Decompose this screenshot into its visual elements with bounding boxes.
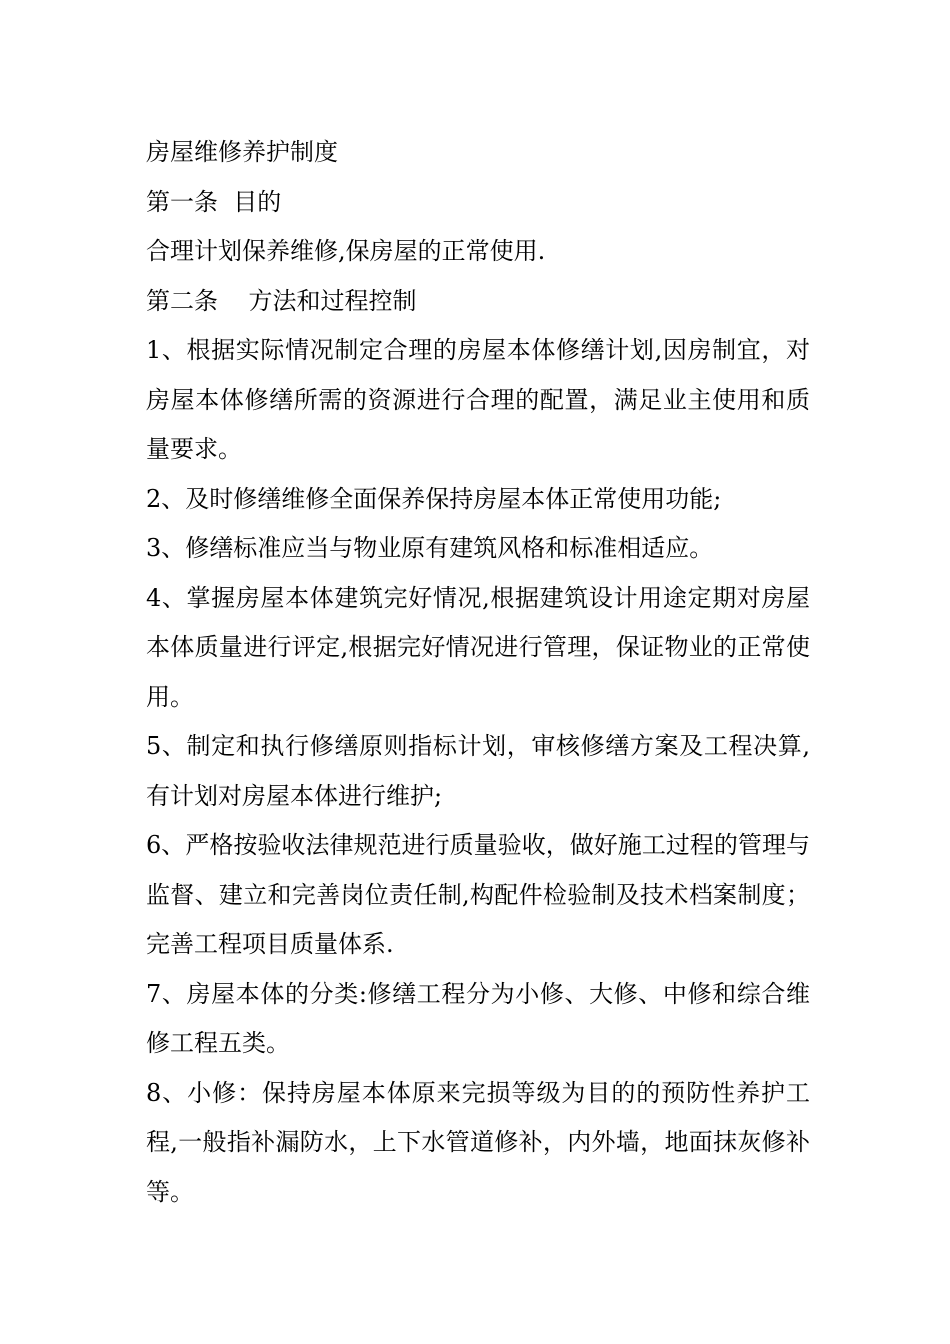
list-item-1: 1、根据实际情况制定合理的房屋本体修缮计划,因房制宜，对房屋本体修缮所需的资源进行合理的配置，满足业主使用和质量要求。: [146, 336, 810, 463]
list-item-5: 5、制定和执行修缮原则指标计划，审核修缮方案及工程决算,有计划对房屋本体进行维护;: [146, 732, 810, 810]
list-item-7: 7、房屋本体的分类:修缮工程分为小修、大修、中修和综合维修工程五类。: [146, 979, 810, 1057]
list-item-4: 4、掌握房屋本体建筑完好情况,根据建筑设计用途定期对房屋本体质量进行评定,根据完好情况进行管理，保证物业的正常使用。: [146, 583, 810, 711]
list-item-3: 3、修缮标准应当与物业原有建筑风格和标准相适应。: [146, 534, 714, 562]
paragraph: 合理计划保养维修,保房屋的正常使用.: [146, 237, 546, 265]
section-heading-2: 第二条 方法和过程控制: [146, 286, 417, 315]
list-item-8: 8、小修：保持房屋本体原来完损等级为目的的预防性养护工程,一般指补漏防水，上下水管道修补，内外墙，地面抹灰修补等。: [146, 1078, 810, 1206]
list-item-6: 6、严格按验收法律规范进行质量验收，做好施工过程的管理与监督、建立和完善岗位责任制,构配件检验制及技术档案制度；完善工程项目质量体系.: [146, 831, 810, 958]
document-body: [146, 128, 810, 1217]
document-title: 房屋维修养护制度: [146, 138, 338, 166]
section-heading-1: 第一条 目的: [146, 187, 282, 216]
list-item-2: 2、及时修缮维修全面保养保持房屋本体正常使用功能;: [146, 484, 722, 513]
